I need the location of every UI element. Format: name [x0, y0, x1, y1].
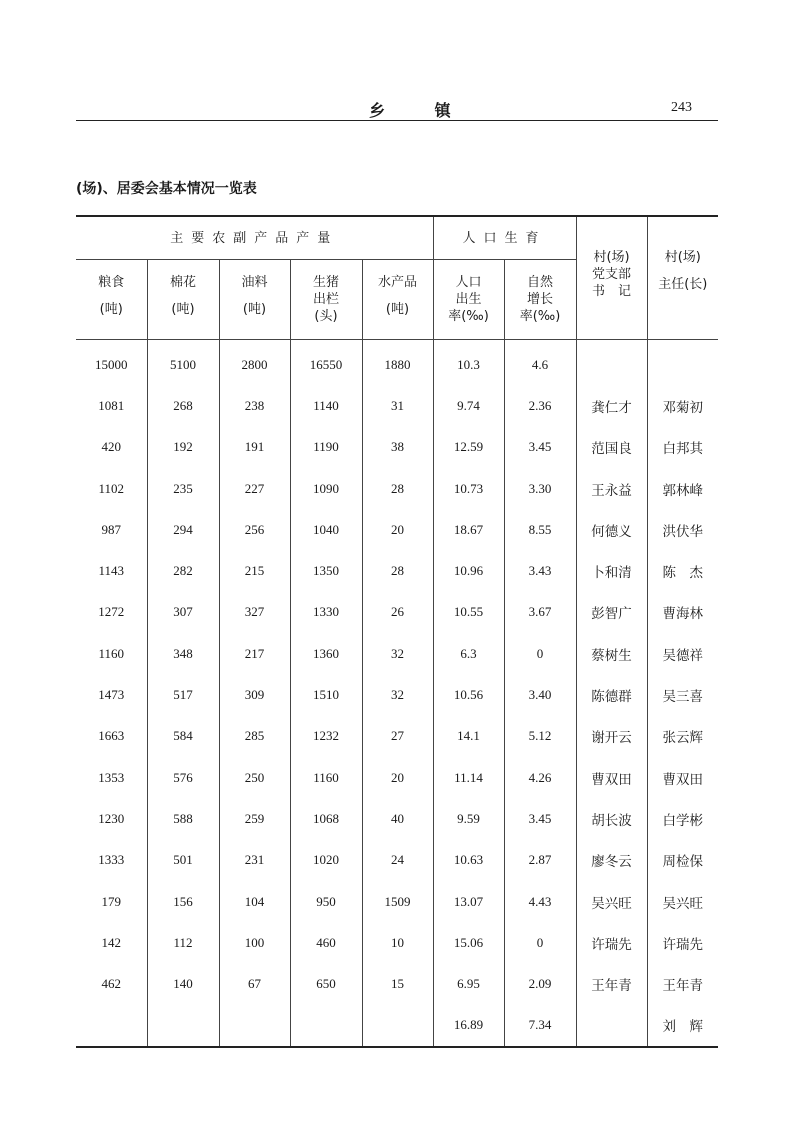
table-cell: 4.43: [504, 881, 576, 922]
table-row: [76, 963, 718, 1004]
col-unit: (吨): [242, 302, 267, 317]
table-cell: 白学彬: [647, 798, 718, 839]
table-cell: 2.09: [504, 963, 576, 1004]
table-cell: 285: [219, 716, 290, 757]
table-cell: 1353: [98, 769, 125, 785]
table-cell: 27: [362, 716, 433, 757]
table-cell: 307: [147, 592, 219, 633]
table-cell: 4.26: [504, 757, 576, 798]
table-cell: 吴德祥: [647, 633, 718, 674]
table-cell: 1510: [290, 674, 362, 715]
table-cell: 15.06: [433, 922, 504, 963]
table-cell: 238: [219, 385, 290, 426]
table-cell: 1333: [98, 852, 125, 868]
table-cell: 陈德群: [576, 674, 647, 715]
table-cell: 31: [362, 385, 433, 426]
table-cell: 郭林峰: [647, 468, 718, 509]
col-header-hogs: [290, 260, 362, 340]
table-cell: 67: [219, 963, 290, 1004]
table-cell: 650: [290, 963, 362, 1004]
table-cell: 曹双田: [576, 757, 647, 798]
table-row: [76, 427, 718, 468]
table-cell: 15000: [95, 356, 128, 372]
table-cell: 5100: [147, 340, 219, 386]
table-row: [76, 385, 718, 426]
table-body: [76, 340, 718, 1048]
table-cell: 吴兴旺: [647, 881, 718, 922]
table-cell: 420: [101, 439, 121, 455]
table-cell: 584: [147, 716, 219, 757]
col-label: 油料: [241, 275, 268, 290]
table-cell: 许瑞先: [576, 922, 647, 963]
table-cell: 28: [362, 468, 433, 509]
table-cell: 1068: [290, 798, 362, 839]
table-cell: 许瑞先: [647, 922, 718, 963]
table-cell: 3.45: [504, 798, 576, 839]
table-cell: 231: [219, 840, 290, 881]
table-row: [76, 922, 718, 963]
table-row: [76, 633, 718, 674]
table-cell: 1230: [98, 810, 125, 826]
table-cell: 16.89: [433, 1005, 504, 1047]
table-cell: 吴三喜: [647, 674, 718, 715]
table-cell: [219, 1005, 290, 1047]
table-cell: 9.59: [433, 798, 504, 839]
table-cell: 10.96: [433, 550, 504, 591]
director-line-1: 村(场): [664, 250, 701, 265]
page-number: 243: [671, 100, 692, 115]
col-header-natural-growth: [504, 260, 576, 340]
table-cell: 洪伏华: [647, 509, 718, 550]
table-cell: 20: [362, 509, 433, 550]
table-cell: 王永益: [576, 468, 647, 509]
table-cell: 8.55: [504, 509, 576, 550]
table-cell: 1350: [290, 550, 362, 591]
col-header-grain: [76, 260, 147, 340]
secretary-line-3: 书 记: [592, 284, 632, 299]
table-cell: 191: [219, 427, 290, 468]
director-line-2: 主任(长): [658, 277, 708, 292]
table-cell: 950: [290, 881, 362, 922]
table-cell: 576: [147, 757, 219, 798]
table-cell: 胡长波: [576, 798, 647, 839]
table-row: [76, 509, 718, 550]
table-cell: 256: [219, 509, 290, 550]
table-cell: 卜和清: [576, 550, 647, 591]
col-header-oilseed: [219, 260, 290, 340]
table-cell: 268: [147, 385, 219, 426]
col-label: 自然增长: [526, 275, 553, 307]
table-cell: 38: [362, 427, 433, 468]
table-cell: 462: [101, 976, 121, 992]
table-cell: 1160: [98, 645, 125, 661]
table-cell: 周检保: [647, 840, 718, 881]
table-cell: 6.3: [433, 633, 504, 674]
table-cell: 112: [147, 922, 219, 963]
table-cell: 588: [147, 798, 219, 839]
table-cell: 3.40: [504, 674, 576, 715]
table-cell: 9.74: [433, 385, 504, 426]
table-cell: 王年青: [647, 963, 718, 1004]
col-label: 粮食: [98, 275, 125, 290]
table-cell: 192: [147, 427, 219, 468]
table-cell: [362, 1005, 433, 1047]
table-cell: 3.30: [504, 468, 576, 509]
group-header-production: 主要农副产品产量: [76, 216, 433, 260]
table-cell: 104: [219, 881, 290, 922]
secretary-line-1: 村(场): [593, 250, 630, 265]
col-unit: (吨): [99, 302, 123, 317]
table-cell: 1509: [362, 881, 433, 922]
table-cell: 10.56: [433, 674, 504, 715]
table-cell: 1272: [98, 604, 125, 620]
table-row: [76, 840, 718, 881]
table-cell: 1140: [290, 385, 362, 426]
table-cell: 谢开云: [576, 716, 647, 757]
table-row: [76, 468, 718, 509]
table-cell: 217: [219, 633, 290, 674]
table-cell: 227: [219, 468, 290, 509]
table-cell: 15: [362, 963, 433, 1004]
table-row: [76, 1005, 718, 1047]
table-cell: 10.55: [433, 592, 504, 633]
table-cell: 517: [147, 674, 219, 715]
col-unit: (吨): [385, 302, 410, 317]
table-cell: 6.95: [433, 963, 504, 1004]
table-cell: 2.87: [504, 840, 576, 881]
table-cell: 1473: [98, 687, 125, 703]
table-cell: 460: [290, 922, 362, 963]
table-cell: 32: [362, 633, 433, 674]
table-row: [76, 592, 718, 633]
table-cell: 范国良: [576, 427, 647, 468]
table-cell: 5.12: [504, 716, 576, 757]
table-cell: 吴兴旺: [576, 881, 647, 922]
table-cell: 0: [504, 922, 576, 963]
table-cell: 3.45: [504, 427, 576, 468]
table-cell: 曹双田: [647, 757, 718, 798]
table-row: [76, 798, 718, 839]
table-cell: 40: [362, 798, 433, 839]
table-cell: 13.07: [433, 881, 504, 922]
table-cell: 10: [362, 922, 433, 963]
table-cell: 2.36: [504, 385, 576, 426]
table-cell: 282: [147, 550, 219, 591]
table-cell: 1880: [362, 340, 433, 386]
table-cell: 1090: [290, 468, 362, 509]
table-row: [76, 674, 718, 715]
table-cell: 156: [147, 881, 219, 922]
table-row: [76, 881, 718, 922]
table-cell: 龚仁才: [576, 385, 647, 426]
table-cell: 294: [147, 509, 219, 550]
table-cell: 陈 杰: [647, 550, 718, 591]
table-cell: 1102: [98, 480, 125, 496]
table-cell: 327: [219, 592, 290, 633]
table-cell: 259: [219, 798, 290, 839]
table-cell: 邓菊初: [647, 385, 718, 426]
col-unit: (头): [314, 309, 338, 324]
table-cell: 309: [219, 674, 290, 715]
table-cell: 250: [219, 757, 290, 798]
col-unit: 率(‰): [448, 309, 489, 324]
table-row: [76, 550, 718, 591]
table-cell: 7.34: [504, 1005, 576, 1047]
table-cell: 215: [219, 550, 290, 591]
table-cell: 王年青: [576, 963, 647, 1004]
table-cell: 26: [362, 592, 433, 633]
table-cell: 100: [219, 922, 290, 963]
table-cell: 1160: [290, 757, 362, 798]
table-cell: 1081: [98, 397, 125, 413]
table-cell: [576, 340, 647, 386]
table-cell: 348: [147, 633, 219, 674]
table-cell: [647, 340, 718, 386]
table-cell: 2800: [219, 340, 290, 386]
table-cell: 10.73: [433, 468, 504, 509]
table-cell: 18.67: [433, 509, 504, 550]
table-cell: 彭智广: [576, 592, 647, 633]
table-cell: 28: [362, 550, 433, 591]
table-cell: 16550: [290, 340, 362, 386]
table-cell: 1330: [290, 592, 362, 633]
col-header-aquatic: [362, 260, 433, 340]
table-cell: 1190: [290, 427, 362, 468]
table-cell: 32: [362, 674, 433, 715]
data-table-container: [76, 215, 718, 1048]
table-row: [76, 340, 718, 386]
table-cell: 10.63: [433, 840, 504, 881]
group-header-population: 人口生育: [433, 216, 576, 260]
table-cell: 1020: [290, 840, 362, 881]
table-cell: 1663: [98, 728, 125, 744]
col-header-cotton: [147, 260, 219, 340]
table-cell: [290, 1005, 362, 1047]
table-cell: [147, 1005, 219, 1047]
table-cell: 987: [101, 521, 121, 537]
table-cell: 白邦其: [647, 427, 718, 468]
table-cell: 10.3: [433, 340, 504, 386]
table-cell: 何德义: [576, 509, 647, 550]
table-cell: 14.1: [433, 716, 504, 757]
header-party-secretary: [576, 216, 647, 340]
table-cell: 1143: [98, 563, 125, 579]
table-cell: [576, 1005, 647, 1047]
table-cell: 1360: [290, 633, 362, 674]
table-cell: 曹海林: [647, 592, 718, 633]
table-title: (场)、居委会基本情况一览表: [76, 181, 257, 197]
table-cell: 蔡树生: [576, 633, 647, 674]
header-rule: [76, 120, 718, 121]
header-village-director: [647, 216, 718, 340]
table-cell: 179: [101, 893, 121, 909]
table-cell: 张云辉: [647, 716, 718, 757]
table-cell: [76, 1005, 147, 1047]
table-cell: 11.14: [433, 757, 504, 798]
table-cell: 4.6: [504, 340, 576, 386]
table-cell: 廖冬云: [576, 840, 647, 881]
table-cell: 3.43: [504, 550, 576, 591]
secretary-line-2: 党支部: [592, 267, 632, 282]
table-cell: 142: [101, 934, 121, 950]
table-row: [76, 716, 718, 757]
table-cell: 235: [147, 468, 219, 509]
table-cell: 1232: [290, 716, 362, 757]
page-header-title: 乡 镇: [369, 101, 473, 120]
table-cell: 1040: [290, 509, 362, 550]
table-cell: 24: [362, 840, 433, 881]
col-label: 棉花: [169, 275, 196, 290]
table-cell: 0: [504, 633, 576, 674]
village-statistics-table: [76, 215, 718, 1048]
table-cell: 501: [147, 840, 219, 881]
col-label: 人口出生: [455, 275, 482, 307]
table-cell: 12.59: [433, 427, 504, 468]
table-cell: 20: [362, 757, 433, 798]
col-label: 生猪出栏: [312, 275, 339, 307]
col-unit: 率(‰): [519, 309, 561, 324]
table-cell: 刘 辉: [647, 1005, 718, 1047]
col-unit: (吨): [171, 302, 195, 317]
table-cell: 140: [147, 963, 219, 1004]
table-cell: 3.67: [504, 592, 576, 633]
col-label: 水产品: [377, 275, 417, 290]
table-row: [76, 757, 718, 798]
col-header-birth-rate: [433, 260, 504, 340]
